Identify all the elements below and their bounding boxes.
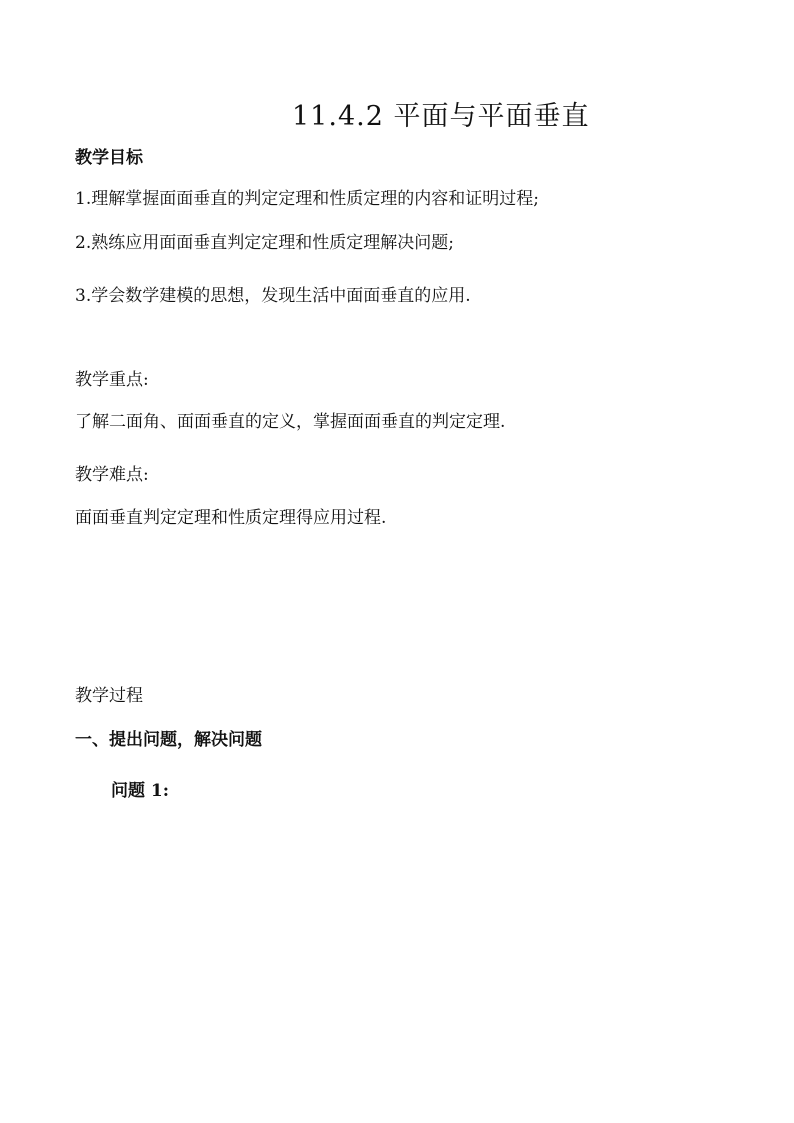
process-heading: 教学过程 bbox=[75, 686, 143, 706]
objective-item-3: 3.学会数学建模的思想，发现生活中面面垂直的应用. bbox=[75, 286, 471, 306]
difficulties-heading: 教学难点: bbox=[75, 465, 149, 485]
question-label-1: 问题 1: bbox=[111, 781, 170, 801]
objective-item-1: 1.理解掌握面面垂直的判定定理和性质定理的内容和证明过程; bbox=[75, 189, 539, 209]
key-points-text: 了解二面角、面面垂直的定义，掌握面面垂直的判定定理. bbox=[75, 412, 506, 432]
section-heading-1: 一、提出问题，解决问题 bbox=[75, 730, 262, 750]
objectives-heading: 教学目标 bbox=[75, 148, 143, 168]
key-points-heading: 教学重点: bbox=[75, 370, 149, 390]
objective-item-2: 2.熟练应用面面垂直判定定理和性质定理解决问题; bbox=[75, 233, 454, 253]
difficulties-text: 面面垂直判定定理和性质定理得应用过程. bbox=[75, 508, 387, 528]
page-title: 11.4.2 平面与平面垂直 bbox=[292, 101, 590, 132]
